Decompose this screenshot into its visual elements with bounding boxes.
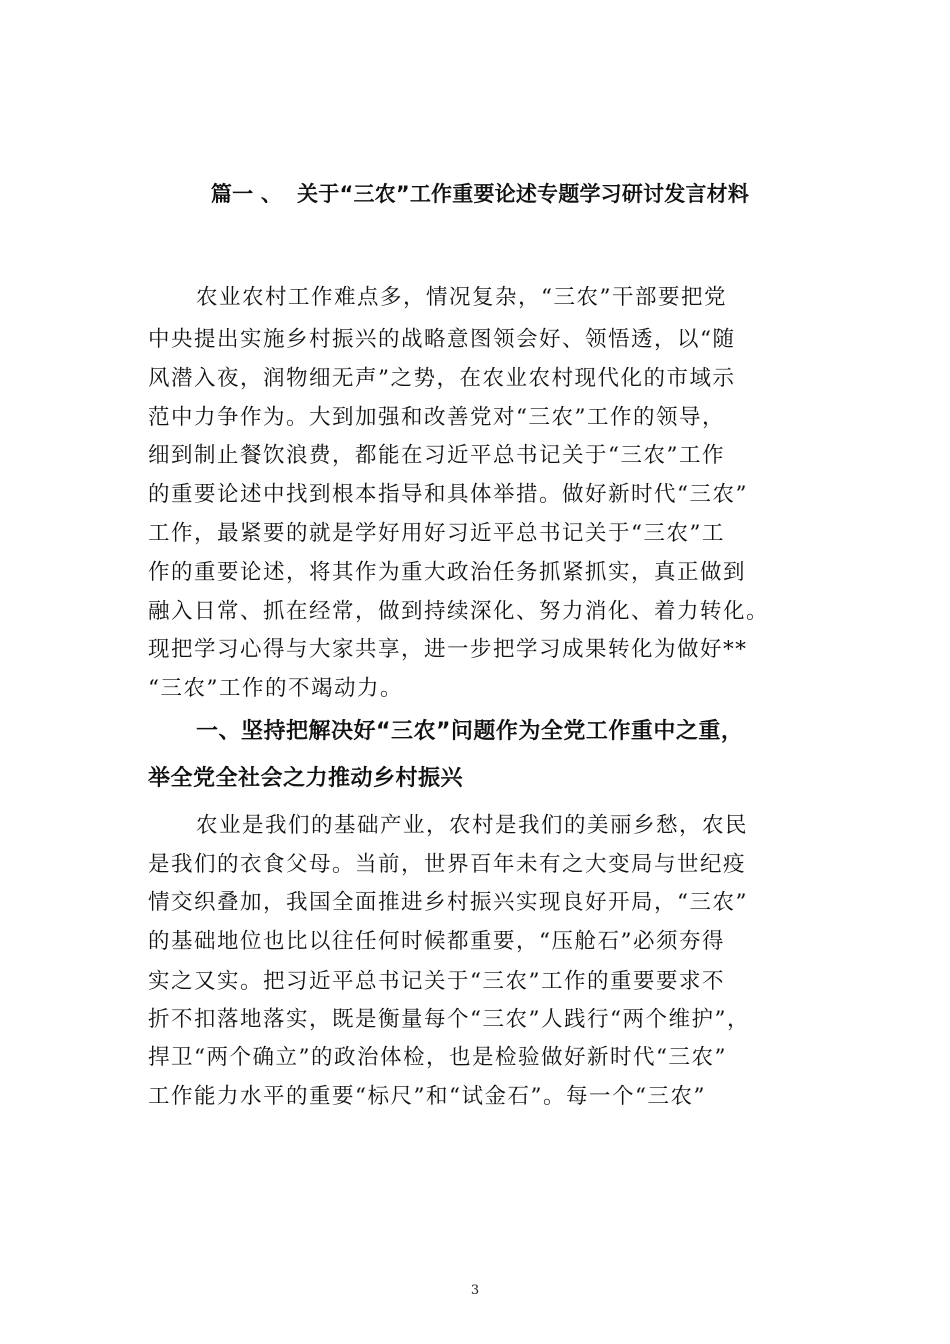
- paragraph-line: 农业农村工作难点多，情况复杂，“三农”干部要把党: [196, 285, 727, 310]
- section-heading-line: 一、坚持把解决好“三农”问题作为全党工作重中之重，: [196, 719, 744, 744]
- paragraph-line: 细到制止餐饮浪费，都能在习近平总书记关于“三农”工作: [148, 443, 725, 468]
- document-title: 篇一 、 关于“三农”工作重要论述专题学习研讨发言材料: [210, 182, 750, 206]
- section-heading-line: 举全党全社会之力推动乡村振兴: [148, 766, 464, 791]
- paragraph-line: 风潜入夜，润物细无声”之势，在农业农村现代化的市域示: [148, 366, 736, 391]
- paragraph-line: 情交织叠加，我国全面推进乡村振兴实现良好开局，“三农”: [148, 890, 748, 915]
- paragraph-line: 范中力争作为。大到加强和改善党对“三农”工作的领导，: [148, 405, 725, 430]
- paragraph-line: 工作能力水平的重要“标尺”和“试金石”。每一个“三农”: [148, 1084, 706, 1109]
- paragraph-line: 的重要论述中找到根本指导和具体举措。做好新时代“三农”: [148, 482, 748, 507]
- paragraph-line: “三农”工作的不竭动力。: [148, 676, 403, 701]
- paragraph-line: 工作，最紧要的就是学好用好习近平总书记关于“三农”工: [148, 521, 725, 546]
- paragraph-line: 作的重要论述，将其作为重大政治任务抓紧抓实，真正做到: [148, 560, 747, 585]
- paragraph-line: 的基础地位也比以往任何时候都重要，“压舱石”必须夯得: [148, 929, 725, 954]
- paragraph-line: 中央提出实施乡村振兴的战略意图领会好、领悟透，以“随: [148, 327, 736, 352]
- paragraph-line: 融入日常、抓在经常，做到持续深化、努力消化、着力转化。: [148, 599, 770, 624]
- paragraph-line: 现把学习心得与大家共享，进一步把学习成果转化为做好**: [148, 637, 748, 662]
- paragraph-line: 农业是我们的基础产业，农村是我们的美丽乡愁，农民: [196, 813, 749, 838]
- paragraph-line: 捍卫“两个确立”的政治体检，也是检验做好新时代“三农”: [148, 1045, 727, 1070]
- paragraph-line: 是我们的衣食父母。当前，世界百年未有之大变局与世纪疫: [148, 852, 747, 877]
- paragraph-line: 折不扣落地落实，既是衡量每个“三农”人践行“两个维护”，: [148, 1007, 750, 1032]
- paragraph-line: 实之又实。把习近平总书记关于“三农”工作的重要要求不: [148, 969, 725, 994]
- page-number: 3: [470, 1283, 480, 1298]
